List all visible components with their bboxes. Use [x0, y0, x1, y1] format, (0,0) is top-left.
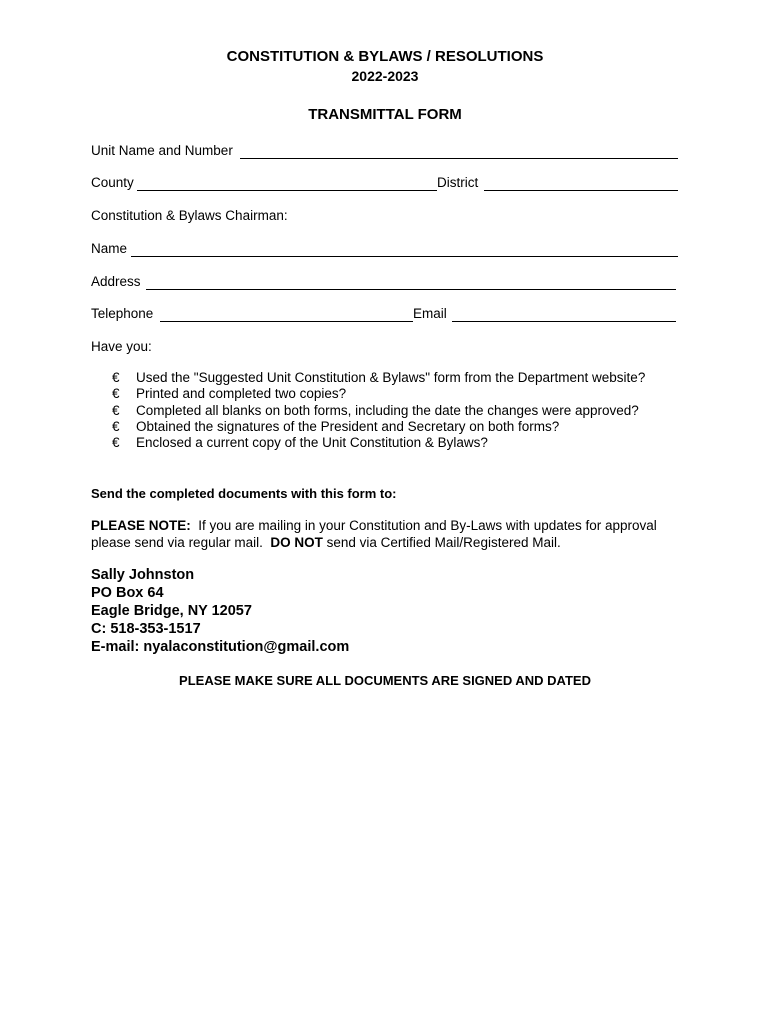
- address-line[interactable]: [146, 289, 676, 290]
- email-line[interactable]: [452, 321, 676, 322]
- district-line[interactable]: [484, 190, 678, 191]
- telephone-label: Telephone: [91, 306, 154, 321]
- contact-city: Eagle Bridge, NY 12057: [91, 603, 252, 619]
- note-do-not: DO NOT: [270, 534, 323, 550]
- name-line[interactable]: [131, 256, 678, 257]
- bullet-icon: €: [112, 386, 120, 402]
- checklist-item: € Enclosed a current copy of the Unit Constitution & Bylaws?: [112, 435, 488, 451]
- contact-email: E-mail: nyalaconstitution@gmail.com: [91, 639, 350, 655]
- telephone-line[interactable]: [160, 321, 413, 322]
- document-year: 2022-2023: [351, 68, 419, 84]
- unit-name-label: Unit Name and Number: [91, 143, 233, 158]
- unit-name-line[interactable]: [240, 158, 678, 159]
- bullet-icon: €: [112, 435, 120, 451]
- signature-reminder: PLEASE MAKE SURE ALL DOCUMENTS ARE SIGNED AND DATED: [179, 673, 591, 688]
- note-text: If you are mailing in your Constitution and By-Laws with updates for approval please send via regular mail.: [91, 518, 657, 550]
- checklist-item: € Used the "Suggested Unit Constitution & Bylaws" form from the Department website?: [112, 370, 646, 385]
- mailing-address: [91, 566, 349, 656]
- district-label: District: [437, 175, 479, 190]
- bullet-icon: €: [112, 402, 120, 418]
- contact-po-box: PO Box 64: [91, 585, 164, 601]
- chairman-label: Constitution & Bylaws Chairman:: [91, 208, 288, 223]
- form-title: TRANSMITTAL FORM: [308, 106, 462, 123]
- checklist-item: € Printed and completed two copies?: [112, 386, 347, 402]
- please-note: [91, 518, 691, 551]
- name-label: Name: [91, 241, 128, 256]
- document-title: CONSTITUTION & BYLAWS / RESOLUTIONS: [226, 48, 544, 65]
- contact-name: Sally Johnston: [91, 567, 195, 583]
- checklist-item: € Completed all blanks on both forms, including the date the changes were approved?: [112, 402, 639, 418]
- checklist-item: € Obtained the signatures of the President and Secretary on both forms?: [112, 418, 560, 434]
- send-to-heading: Send the completed documents with this form to:: [91, 486, 397, 501]
- note-label: PLEASE NOTE:: [91, 518, 191, 533]
- note-text-2: send via Certified Mail/Registered Mail.: [326, 534, 561, 550]
- contact-phone: C: 518-353-1517: [91, 621, 201, 637]
- checklist-heading: Have you:: [91, 339, 152, 354]
- county-line[interactable]: [137, 190, 437, 191]
- checklist: [112, 370, 645, 451]
- county-label: County: [91, 175, 134, 190]
- bullet-icon: €: [112, 370, 120, 385]
- bullet-icon: €: [112, 418, 120, 434]
- address-label: Address: [91, 274, 141, 289]
- email-label: Email: [413, 306, 447, 321]
